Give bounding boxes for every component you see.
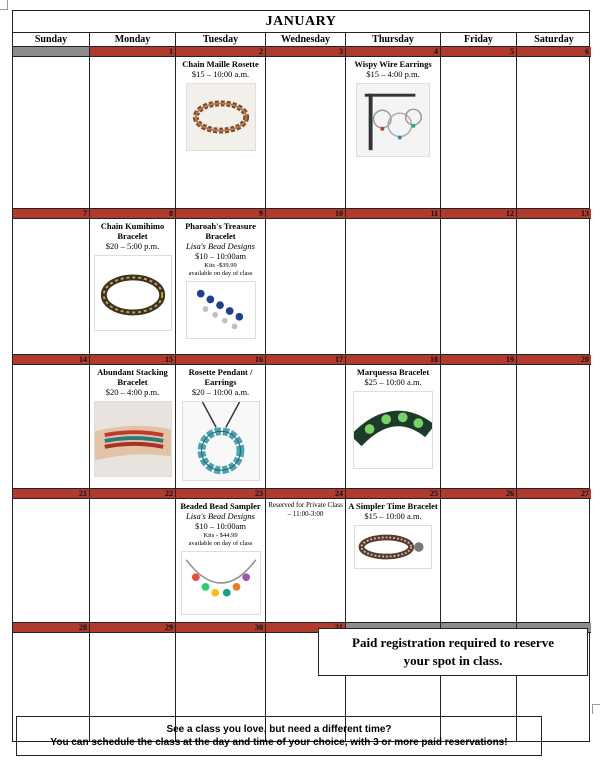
day-number: 7 <box>13 209 89 219</box>
day-content <box>90 219 175 331</box>
simpler-time-bracelet-photo <box>354 525 432 569</box>
class-title: Abundant Stacking Bracelet <box>97 367 168 387</box>
day-content <box>90 633 175 635</box>
kit-price: Kits - $44.99 <box>203 532 238 539</box>
day-cell-17 <box>266 355 346 488</box>
rosette-pendant-photo <box>182 401 260 481</box>
day-cell-2 <box>176 47 266 208</box>
day-content <box>346 57 440 157</box>
day-content <box>90 365 175 477</box>
day-number: 30 <box>176 623 265 633</box>
footer-line-2: You can schedule the class at the day and time of your choice, with 3 or more paid reservations! <box>50 737 508 748</box>
day-number: 6 <box>517 47 591 57</box>
day-number: 5 <box>441 47 516 57</box>
calendar-week <box>13 355 589 489</box>
day-content <box>13 499 89 501</box>
day-number: 26 <box>441 489 516 499</box>
day-of-week-monday: Monday <box>90 33 176 47</box>
day-cell-15 <box>90 355 176 488</box>
day-cell-22 <box>90 489 176 622</box>
kumihimo-bracelet-photo <box>94 255 172 331</box>
day-content <box>13 365 89 367</box>
stacking-bracelets-photo <box>94 401 172 477</box>
class-price-time: $10 – 10:00am <box>195 521 246 531</box>
day-number: 28 <box>13 623 89 633</box>
marquessa-bracelet-photo <box>353 391 433 469</box>
day-content <box>176 499 265 615</box>
page-corner-mark <box>0 0 8 10</box>
day-number: 22 <box>90 489 175 499</box>
day-number: 2 <box>176 47 265 57</box>
day-cell-14 <box>13 355 90 488</box>
class-title: Rosette Pendant / Earrings <box>188 367 253 387</box>
day-content <box>176 219 265 339</box>
day-cell-5 <box>441 47 517 208</box>
day-of-week-header <box>13 33 589 47</box>
day-of-week-sunday: Sunday <box>13 33 90 47</box>
day-number: 12 <box>441 209 516 219</box>
day-cell-20 <box>517 355 591 488</box>
month-title: JANUARY <box>13 11 589 33</box>
kit-availability: available on day of class <box>188 270 253 277</box>
day-content <box>13 219 89 221</box>
day-of-week-friday: Friday <box>441 33 517 47</box>
class-title: Chain Maille Rosette <box>182 59 259 69</box>
day-content <box>441 365 516 367</box>
day-content <box>90 499 175 501</box>
day-number: 9 <box>176 209 265 219</box>
class-title: A Simpler Time Bracelet <box>348 501 438 511</box>
day-of-week-tuesday: Tuesday <box>176 33 266 47</box>
footer-line-1: See a class you love, but need a different time? <box>166 724 392 735</box>
class-instructor: Lisa's Bead Designs <box>186 511 255 521</box>
class-price-time: $20 – 4:00 p.m. <box>105 387 160 397</box>
class-title: Marquessa Bracelet <box>356 367 430 377</box>
day-number: 10 <box>266 209 345 219</box>
day-number: 24 <box>266 489 345 499</box>
private-class-note: Reserved for Private Class – 11:00-3:00 <box>268 501 343 518</box>
day-number: 25 <box>346 489 440 499</box>
day-content <box>266 219 345 221</box>
kit-availability: available on day of class <box>188 540 253 547</box>
day-cell-18 <box>346 355 441 488</box>
day-content <box>517 499 591 501</box>
registration-line-2: your spot in class. <box>403 653 503 668</box>
day-content <box>13 633 89 635</box>
day-of-week-wednesday: Wednesday <box>266 33 346 47</box>
day-content <box>266 499 345 519</box>
day-content <box>441 499 516 501</box>
day-content <box>346 219 440 221</box>
day-number: 1 <box>90 47 175 57</box>
day-content <box>346 499 440 569</box>
day-number: 21 <box>13 489 89 499</box>
class-title: Wispy Wire Earrings <box>354 59 432 69</box>
day-content <box>176 633 265 635</box>
day-cell-8 <box>90 209 176 354</box>
day-number: 13 <box>517 209 591 219</box>
day-cell-11 <box>346 209 441 354</box>
class-instructor: Lisa's Bead Designs <box>186 241 255 251</box>
empty-day-cell <box>13 47 90 208</box>
day-of-week-thursday: Thursday <box>346 33 441 47</box>
day-cell-9 <box>176 209 266 354</box>
day-cell-1 <box>90 47 176 208</box>
day-content <box>176 57 265 151</box>
day-cell-7 <box>13 209 90 354</box>
day-cell-13 <box>517 209 591 354</box>
day-content <box>346 365 440 469</box>
day-content <box>176 365 265 481</box>
day-number: 27 <box>517 489 591 499</box>
day-number: 14 <box>13 355 89 365</box>
day-number: 16 <box>176 355 265 365</box>
day-number: 19 <box>441 355 516 365</box>
class-price-time: $25 – 10:00 a.m. <box>364 377 422 387</box>
day-number: 8 <box>90 209 175 219</box>
day-cell-21 <box>13 489 90 622</box>
class-title: Chain Kumihimo Bracelet <box>100 221 165 241</box>
class-price-time: $15 – 10:00 a.m. <box>364 511 422 521</box>
beaded-bead-necklace-photo <box>181 551 261 615</box>
day-cell-23 <box>176 489 266 622</box>
day-content <box>517 365 591 367</box>
day-number: 11 <box>346 209 440 219</box>
day-of-week-saturday: Saturday <box>534 34 574 45</box>
class-price-time: $15 – 4:00 p.m. <box>366 69 420 79</box>
class-price-time: $20 – 10:00 a.m. <box>191 387 250 397</box>
day-content <box>517 219 591 221</box>
registration-notice <box>318 628 588 676</box>
class-price-time: $10 – 10:00am <box>195 251 246 261</box>
class-title: Beaded Bead Sampler <box>180 501 261 511</box>
day-cell-26 <box>441 489 517 622</box>
calendar-week <box>13 209 589 355</box>
day-cell-10 <box>266 209 346 354</box>
day-cell-3 <box>266 47 346 208</box>
day-number: 15 <box>90 355 175 365</box>
day-number: 23 <box>176 489 265 499</box>
day-content <box>266 365 345 367</box>
day-content <box>266 57 345 59</box>
day-content <box>441 57 516 59</box>
day-number: 20 <box>517 355 591 365</box>
calendar-week <box>13 47 589 209</box>
registration-line-1: Paid registration required to reserve <box>352 635 554 650</box>
day-number <box>13 47 89 57</box>
wire-earrings-photo <box>356 83 430 157</box>
day-cell-25 <box>346 489 441 622</box>
chain-maille-bracelet-photo <box>186 83 256 151</box>
day-number: 3 <box>266 47 345 57</box>
day-content <box>441 219 516 221</box>
class-price-time: $20 – 5:00 p.m. <box>105 241 160 251</box>
day-cell-19 <box>441 355 517 488</box>
day-cell-6 <box>517 47 591 208</box>
day-number: 29 <box>90 623 175 633</box>
day-cell-4 <box>346 47 441 208</box>
day-cell-12 <box>441 209 517 354</box>
footer-notice <box>16 716 542 756</box>
day-content <box>13 57 89 59</box>
page-corner-mark <box>592 704 600 714</box>
day-number: 17 <box>266 355 345 365</box>
class-title: Pharoah's Treasure Bracelet <box>185 221 256 241</box>
calendar-week <box>13 489 589 623</box>
day-cell-16 <box>176 355 266 488</box>
day-cell-27 <box>517 489 591 622</box>
day-content <box>90 57 175 59</box>
kit-price: Kits -$39.99 <box>204 262 237 269</box>
beaded-bracelet-blue-photo <box>186 281 256 339</box>
class-price-time: $15 – 10:00 a.m. <box>191 69 250 79</box>
day-number: 4 <box>346 47 440 57</box>
day-number: 18 <box>346 355 440 365</box>
day-cell-24 <box>266 489 346 622</box>
day-content <box>517 57 591 59</box>
